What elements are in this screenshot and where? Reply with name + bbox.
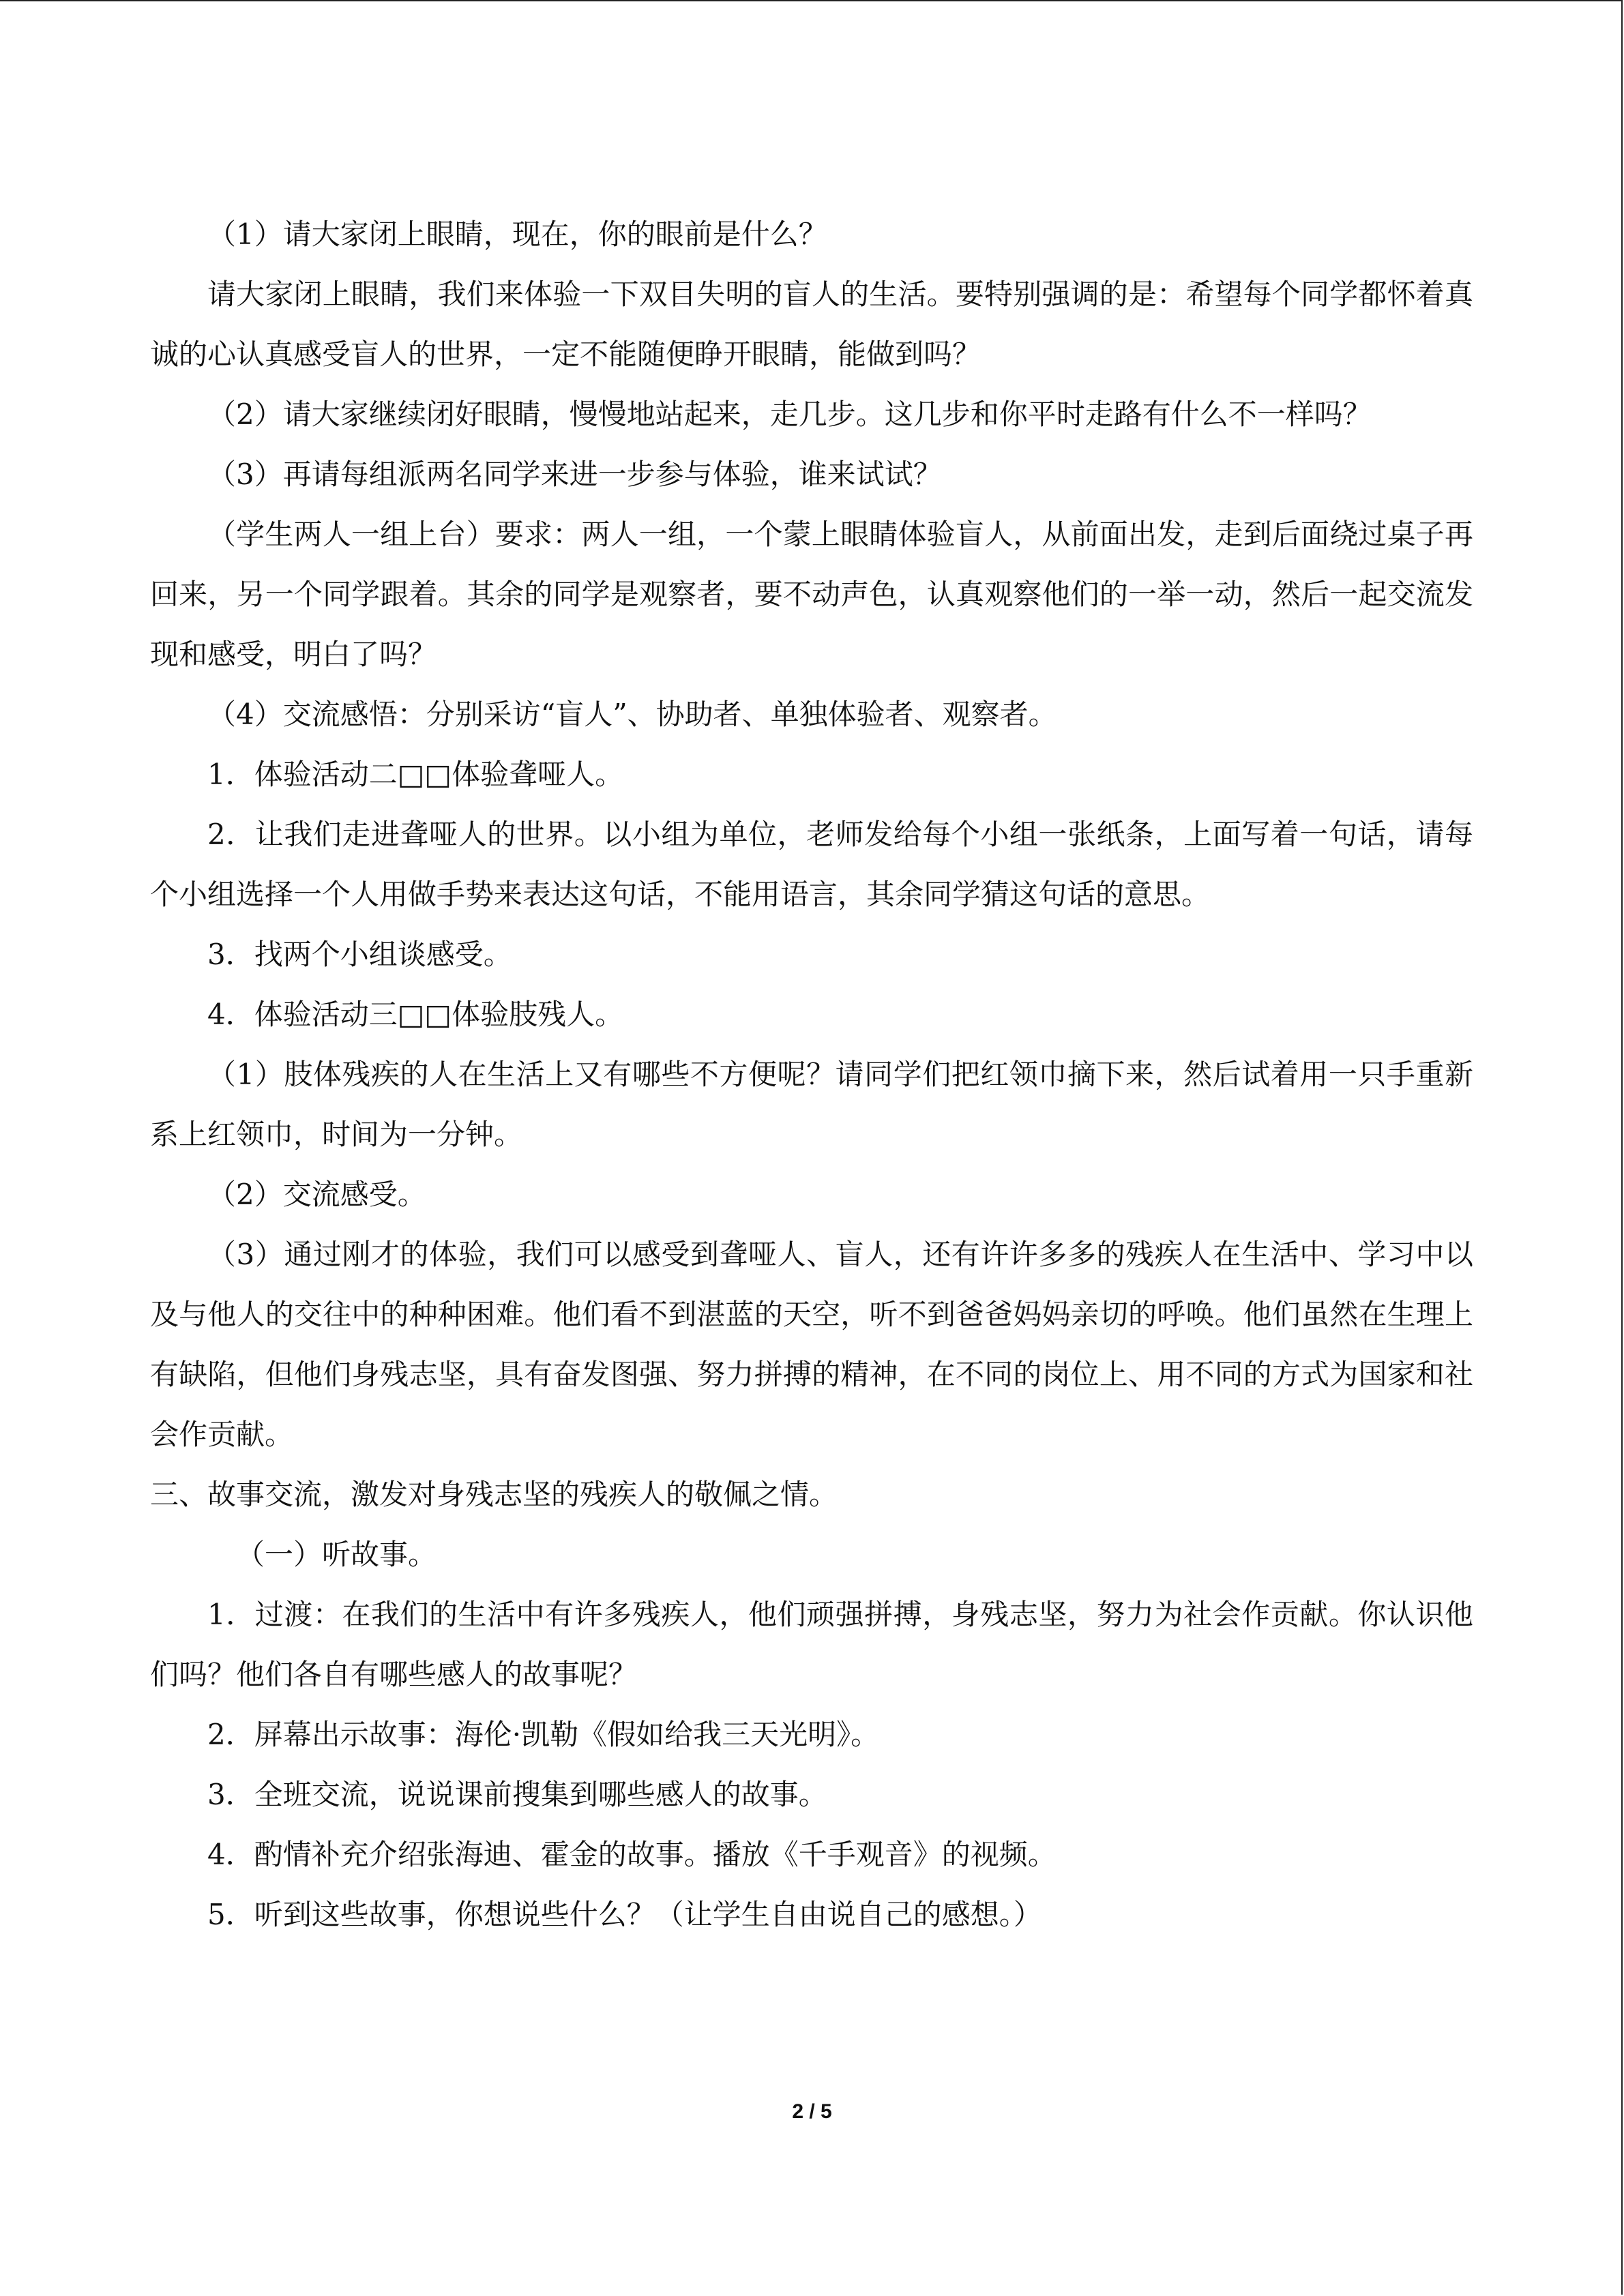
paragraph-6: （4）交流感悟：分别采访“盲人”、协助者、单独体验者、观察者。 bbox=[207, 698, 1057, 731]
paragraph-4: （3）再请每组派两名同学来进一步参与体验，谁来试试？ bbox=[207, 458, 942, 491]
paragraph-2: 请大家闭上眼睛，我们来体验一下双目失明的盲人的生活。要特别强调的是：希望每个同学都怀着真诚的心认真感受盲人的世界，一定不能随便睁开眼睛，能做到吗？ bbox=[150, 278, 1473, 371]
paragraph-19: 4．酌情补充介绍张海迪、霍金的故事。播放《千手观音》的视频。 bbox=[207, 1838, 1057, 1871]
paragraph-7: 1．体验活动二□□体验聋哑人。 bbox=[207, 758, 624, 791]
paragraph-18: 3．全班交流，说说课前搜集到哪些感人的故事。 bbox=[207, 1778, 827, 1811]
page-number: 2 / 5 bbox=[792, 2100, 832, 2123]
paragraph-9: 3．找两个小组谈感受。 bbox=[207, 938, 512, 971]
paragraph-17: 2．屏幕出示故事：海伦·凯勒《假如给我三天光明》。 bbox=[207, 1718, 880, 1751]
paragraph-11: （1）肢体残疾的人在生活上又有哪些不方便呢？请同学们把红领巾摘下来，然后试着用一只手重新系上红领巾，时间为一分钟。 bbox=[150, 1058, 1473, 1151]
section-heading: 三、故事交流，激发对身残志坚的残疾人的敬佩之情。 bbox=[150, 1478, 838, 1511]
paragraph-10: 4．体验活动三□□体验肢残人。 bbox=[207, 998, 624, 1031]
subsection-heading: （一）听故事。 bbox=[236, 1538, 437, 1571]
paragraph-1: （1）请大家闭上眼睛，现在，你的眼前是什么？ bbox=[207, 218, 827, 251]
document-body bbox=[150, 205, 1473, 1945]
paragraph-5: （学生两人一组上台）要求：两人一组，一个蒙上眼睛体验盲人，从前面出发，走到后面绕过桌子再回来，另一个同学跟着。其余的同学是观察者，要不动声色，认真观察他们的一举一动，然后一起交流发现和感受，明白了吗？ bbox=[150, 518, 1473, 671]
paragraph-3: （2）请大家继续闭好眼睛，慢慢地站起来，走几步。这几步和你平时走路有什么不一样吗？ bbox=[207, 398, 1372, 431]
paragraph-8: 2．让我们走进聋哑人的世界。以小组为单位，老师发给每个小组一张纸条，上面写着一句话，请每个小组选择一个人用做手势来表达这句话，不能用语言，其余同学猜这句话的意思。 bbox=[150, 818, 1473, 911]
paragraph-12: （2）交流感受。 bbox=[207, 1178, 426, 1211]
paragraph-20: 5．听到这些故事，你想说些什么？（让学生自由说自己的感想。） bbox=[207, 1898, 1042, 1931]
paragraph-16: 1．过渡：在我们的生活中有许多残疾人，他们顽强拼搏，身残志坚，努力为社会作贡献。你认识他们吗？他们各自有哪些感人的故事呢？ bbox=[150, 1598, 1473, 1691]
paragraph-13: （3）通过刚才的体验，我们可以感受到聋哑人、盲人，还有许许多多的残疾人在生活中、学习中以及与他人的交往中的种种困难。他们看不到湛蓝的天空，听不到爸爸妈妈亲切的呼唤。他们虽然在生理上有缺陷，但他们身残志坚，具有奋发图强、努力拼搏的精神，在不同的岗位上、用不同的方式为国家和社会作贡献。 bbox=[150, 1238, 1473, 1451]
